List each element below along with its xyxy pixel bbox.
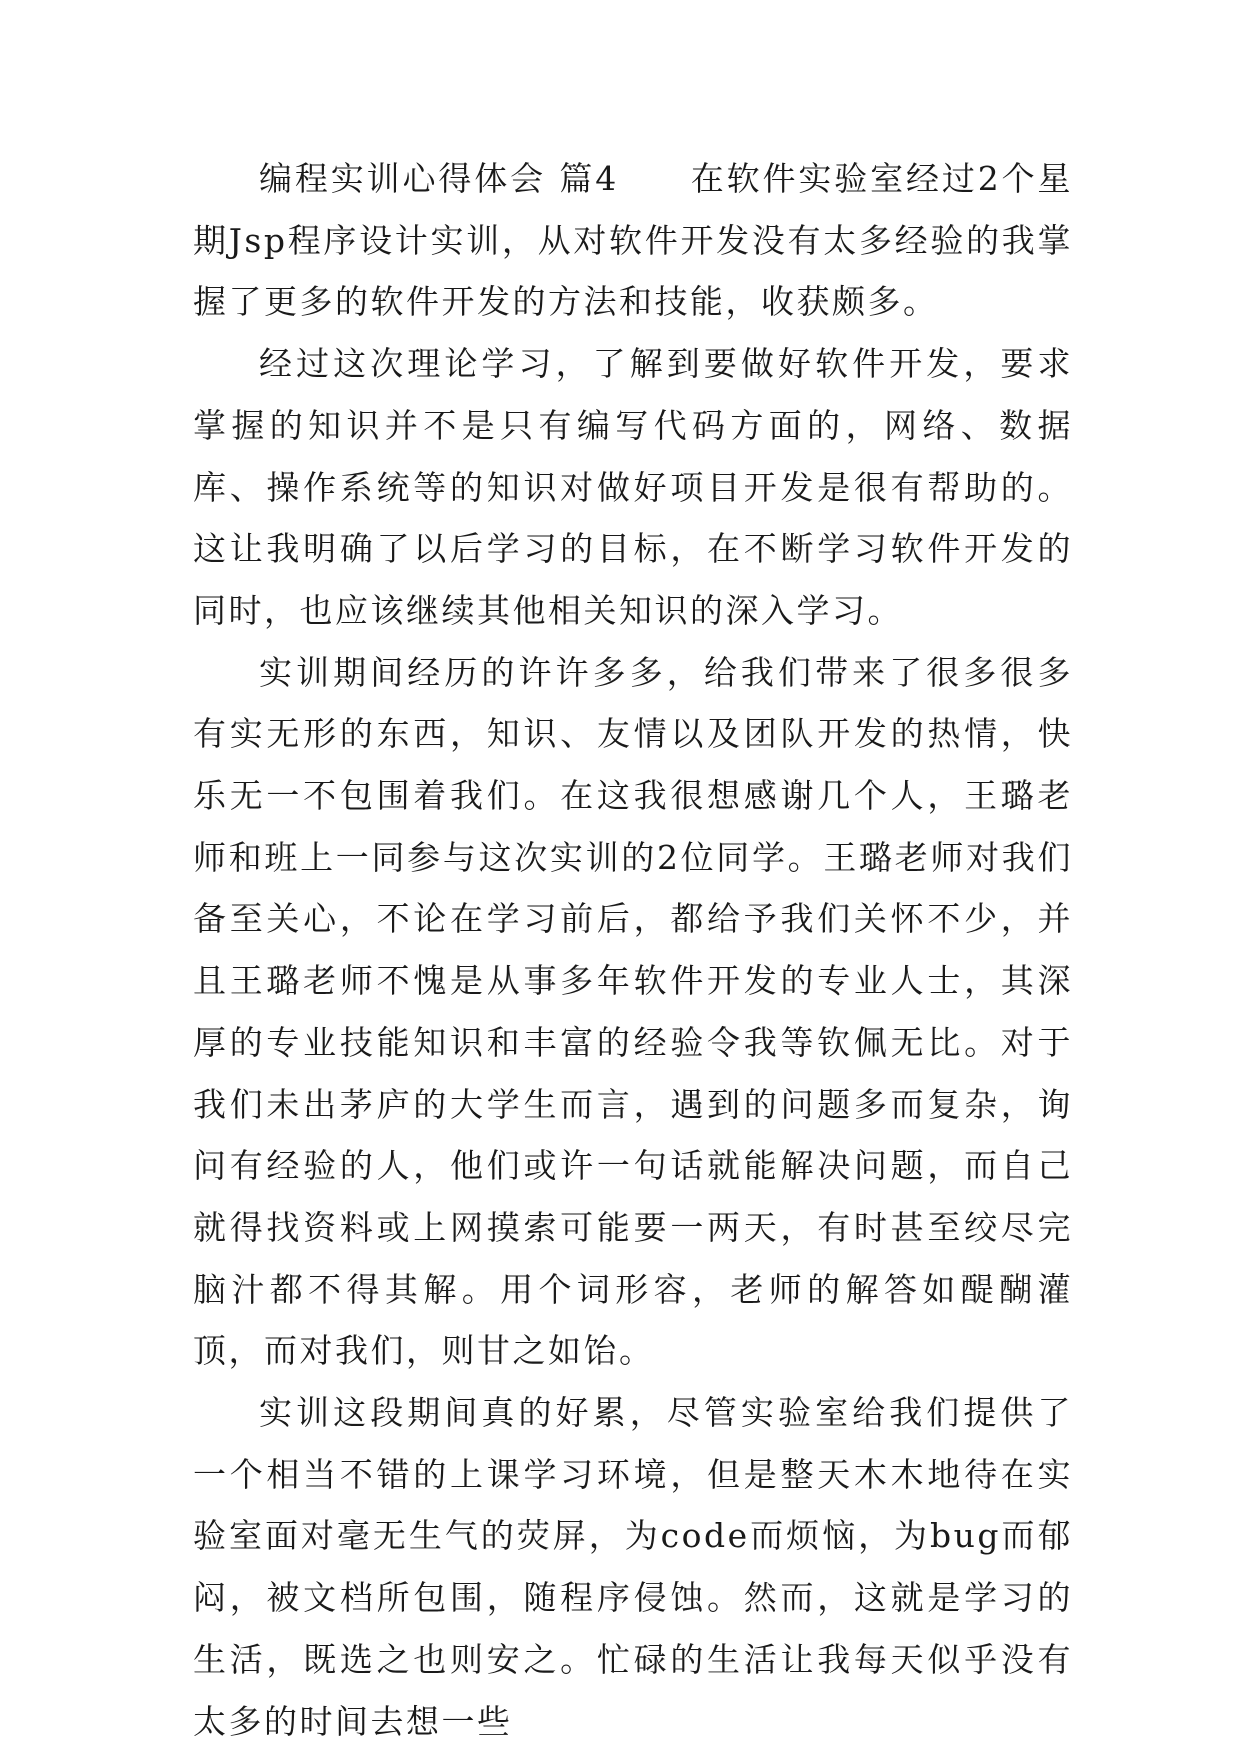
paragraph-theory: 经过这次理论学习，了解到要做好软件开发，要求掌握的知识并不是只有编写代码方面的，网络、数据库、操作系统等的知识对做好项目开发是很有帮助的。这让我明确了以后学习的目标，在不断学习软件开发的同时，也应该继续其他相关知识的深入学习。 bbox=[193, 344, 1073, 630]
document-page bbox=[193, 148, 1073, 1752]
paragraph-gratitude: 实训期间经历的许许多多，给我们带来了很多很多有实无形的东西，知识、友情以及团队开发的热情，快乐无一不包围着我们。在这我很想感谢几个人，王璐老师和班上一同参与这次实训的2位同学。王璐老师对我们备至关心，不论在学习前后，都给予我们关怀不少，并且王璐老师不愧是从事多年软件开发的专业人士，其深厚的专业技能知识和丰富的经验令我等钦佩无比。对于我们未出茅庐的大学生而言，遇到的问题多而复杂，询问有经验的人，他们或许一句话就能解决问题，而自己就得找资料或上网摸索可能要一两天，有时甚至绞尽完脑汁都不得其解。用个词形容，老师的解答如醍醐灌顶，而对我们，则甘之如饴。 bbox=[193, 652, 1073, 1371]
paragraph-intro: 编程实训心得体会 篇4 在软件实验室经过2个星期Jsp程序设计实训，从对软件开发没有太多经验的我掌握了更多的软件开发的方法和技能，收获颇多。 bbox=[193, 159, 1073, 322]
paragraph-hardship: 实训这段期间真的好累，尽管实验室给我们提供了一个相当不错的上课学习环境，但是整天木木地待在实验室面对毫无生气的荧屏，为code而烦恼，为bug而郁闷，被文档所包围，随程序侵蚀。然而，这就是学习的生活，既选之也则安之。忙碌的生活让我每天似乎没有太多的时间去想一些 bbox=[193, 1393, 1073, 1741]
